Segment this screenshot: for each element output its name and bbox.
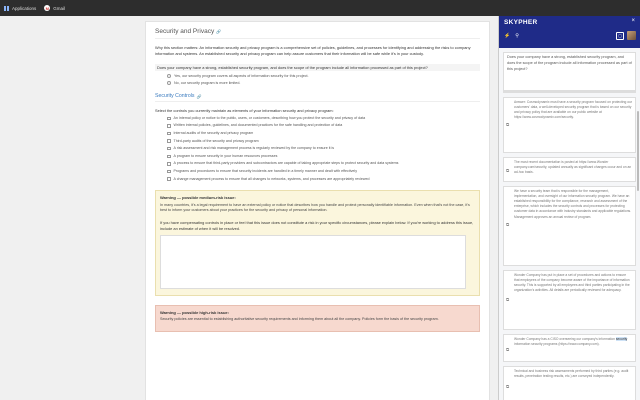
control-checkbox[interactable] — [167, 169, 480, 174]
divider — [503, 91, 636, 93]
copy-icon[interactable]: ⧉ — [506, 168, 510, 174]
sidebar-header — [499, 16, 640, 48]
suggestion-text: We have a security team that is responsible for the management, implementation, and oversight of our information security program. We have an established responsibility for the compliance, research and assessment of the enterprise, which includes the security controls and processes for protecting customer data in accordance with industry standards and applicable regulations. Management approves an annual review of program. — [514, 189, 632, 219]
answer-suggestion[interactable] — [503, 157, 636, 182]
main-content — [0, 16, 498, 400]
checkbox[interactable] — [167, 147, 171, 151]
copy-icon[interactable]: ⧉ — [506, 297, 510, 303]
sidebar-scrollbar[interactable] — [637, 111, 639, 191]
sidebar-question[interactable]: Does your company have a strong, established security program, and does the scope of the program include all information processed as part of this project? — [503, 52, 636, 91]
sidebar-toolbar — [504, 33, 519, 39]
avatar[interactable] — [627, 31, 636, 40]
checkbox-label: A program to ensure security in your human resources processes — [173, 153, 278, 158]
apps-grid-icon — [4, 6, 9, 11]
answer-suggestion[interactable] — [503, 334, 636, 362]
checkbox-label: A risk assessment and risk management process is regularly reviewed by the company to ensure it is — [173, 146, 335, 151]
checkbox[interactable] — [167, 170, 171, 174]
control-checkbox[interactable] — [167, 146, 480, 151]
checkbox[interactable] — [167, 162, 171, 166]
checkbox-label: Third-party audits of the security and privacy program — [173, 138, 259, 143]
section-title: Security and Privacy — [155, 28, 215, 35]
suggestion-text: Wonder Company has put in place a set of procedures and actions to ensure that employees of the company become aware of the importance of information security. This is supported by all employees and third parties participating in the organization's activities. All details are periodically reviewed for adequacy. — [514, 273, 630, 293]
checkbox[interactable] — [167, 155, 171, 159]
answer-suggestion[interactable] — [503, 366, 636, 400]
section-heading — [155, 28, 480, 39]
answer-suggestion[interactable] — [503, 186, 636, 266]
copy-icon[interactable]: ⧉ — [506, 384, 510, 390]
bookmark-applications[interactable] — [4, 6, 36, 11]
radio-option-no[interactable] — [167, 81, 480, 85]
control-checkbox[interactable] — [167, 161, 480, 166]
warning-text: In many countries, it's a legal requirement to have an external policy or notice that describes how you handle and protect personally identifiable information. Even when that's not the case, it's best to inform your customers about your practices for the security and privacy of personal information. — [160, 202, 470, 213]
checkbox-label: A change management process to ensure that all changes to networks, systems, and processes are appropriately reviewed — [173, 176, 370, 181]
control-checkbox[interactable] — [167, 139, 480, 144]
checkbox[interactable] — [167, 177, 171, 181]
sidebar-title: SKYPHER — [504, 19, 538, 26]
skypher-sidebar — [498, 16, 640, 400]
medium-risk-warning — [155, 190, 480, 297]
suggestion-text: information security programs (https://www.company.com). — [514, 342, 600, 347]
bookmarks-bar — [0, 0, 640, 16]
questionnaire-form — [145, 21, 490, 400]
window-icon[interactable]: ▢ — [616, 32, 624, 40]
controls-title: Security Controls — [155, 93, 195, 100]
control-checkbox[interactable] — [167, 154, 480, 159]
bookmark-label: Applications — [12, 5, 37, 11]
control-checkbox[interactable] — [167, 177, 480, 182]
controls-heading — [155, 93, 480, 102]
warning-title: Warning — possible medium-risk issue: — [160, 194, 236, 200]
checkbox-label: Internal audits of the security and privacy program — [173, 130, 254, 135]
radio-label: No, our security program is more limited. — [174, 81, 241, 86]
control-checkbox[interactable] — [167, 131, 480, 136]
warning-title: Warning — possible high-risk issue: — [160, 310, 229, 316]
radio-button[interactable] — [167, 74, 171, 78]
bookmark-label: Gmail — [53, 5, 66, 11]
suggestion-text: Technical and business risk assessments performed by third parties (e.g. audit results, penetration testing results, etc.) are conveyed independently. — [514, 369, 629, 379]
lightning-icon[interactable]: ⚡ — [504, 33, 511, 39]
control-checkbox[interactable] — [167, 116, 480, 121]
checkbox-label: A process to ensure that third-party providers and subcontractors are capable of taking appropriate steps to protect security and data systems — [173, 161, 399, 166]
copy-icon[interactable]: ⧉ — [506, 122, 510, 128]
search-icon[interactable]: ⚲ — [515, 33, 519, 39]
suggestion-text: The most recent documentation is posted at https://www.Wonder company.com/security, updated annually as significant changes occur and on an ad-hoc basis. — [514, 160, 632, 175]
checkbox[interactable] — [167, 139, 171, 143]
checkbox-label: Programs and procedures to ensure that security incidents are handled in a timely manner and dealt with effectively — [173, 168, 358, 173]
link-icon[interactable]: 🔗 — [216, 29, 222, 34]
controls-question: Select the controls you currently maintain as elements of your information security and privacy program: — [155, 108, 334, 114]
explanation-textarea[interactable] — [160, 235, 466, 289]
radio-button[interactable] — [167, 81, 171, 85]
high-risk-warning — [155, 305, 480, 332]
highlighted-word: security — [615, 337, 628, 341]
sidebar-header-right — [616, 31, 636, 40]
control-checkbox[interactable] — [167, 123, 480, 128]
radio-label: Yes, our security program covers all aspects of information security for this project. — [174, 74, 309, 79]
copy-icon[interactable]: ⧉ — [506, 346, 510, 352]
warning-text: Security policies are essential to establishing authoritative security requirements and informing them about all the company. Policies form the basis of the security program. — [160, 317, 439, 322]
checkbox[interactable] — [167, 117, 171, 121]
close-icon[interactable]: × — [631, 18, 635, 24]
checkbox-label: Written internal policies, guidelines, and documented practices for the safe handling and protection of data — [173, 123, 343, 128]
radio-option-yes[interactable] — [167, 74, 480, 78]
suggestion-text: Wonder Company has a CISO overseeing our company's information — [514, 337, 616, 341]
link-icon[interactable]: 🔗 — [196, 93, 202, 99]
bookmark-gmail[interactable] — [44, 5, 65, 11]
suggestion-text: Answer: Cosmodynamix must have a security program focused on protecting our customers' data, a well-developed security program that is based on our security and privacy policy that are available on our public website at https://www.cosmodynamix.com/security. — [514, 100, 633, 120]
gmail-icon: M — [45, 5, 49, 11]
copy-icon[interactable]: ⧉ — [506, 222, 510, 228]
warning-prompt: If you have compensating controls in place or feel that this issue does not constitute a risk in your specific circumstances, please explain below. If you're working to address this issue, include an estimate of when it will be resolved. — [160, 220, 474, 232]
checkbox[interactable] — [167, 124, 171, 128]
checkbox[interactable] — [167, 132, 171, 136]
answer-suggestion[interactable] — [503, 270, 636, 330]
why-text: Why this section matters: An information security and privacy program is a comprehensive set of policies, guidelines, and processes for identifying and addressing the risks to company information and systems. An established security and privacy program can help assure customers that their information will be safe while it's in your custody. — [155, 45, 471, 57]
checkbox-label: An internal policy or notice to the public, users, or customers, describing how you protect the security and privacy of data — [173, 115, 366, 120]
security-program-question: Does your company have a strong, established security program, and does the scope of the program include all information processed as part of this project? — [155, 64, 480, 72]
answer-suggestion[interactable] — [503, 97, 636, 153]
